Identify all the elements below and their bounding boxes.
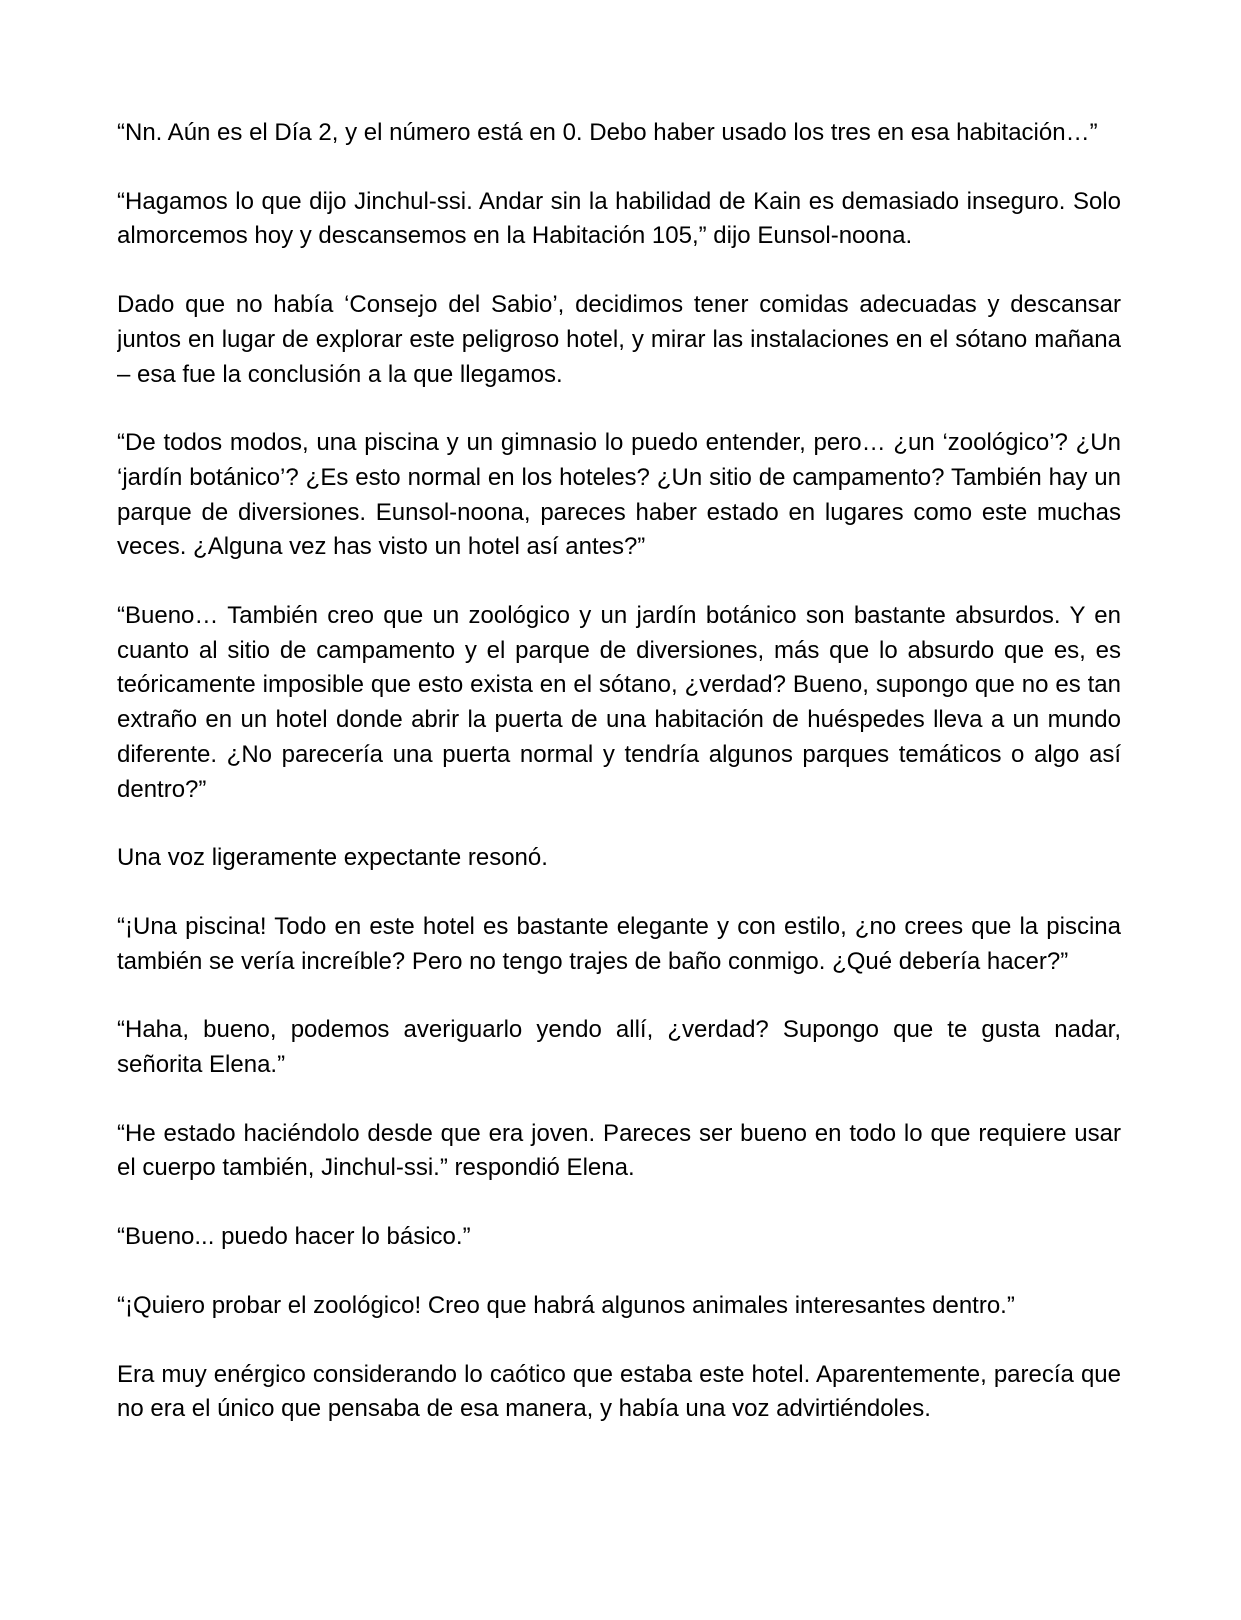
- paragraph: “De todos modos, una piscina y un gimnasio lo puedo entender, pero… ¿un ‘zoológico’? ¿Un ‘jardín botánico’? ¿Es esto normal en los hoteles? ¿Un sitio de campamento? También hay un parque de diversiones. Eunsol-noona, pareces haber estado en lugares como este muchas veces. ¿Alguna vez has visto un hotel así antes?”: [117, 429, 1121, 561]
- paragraph: “¡Quiero probar el zoológico! Creo que habrá algunos animales interesantes dentro.”: [117, 1291, 1015, 1319]
- paragraph: Era muy enérgico considerando lo caótico que estaba este hotel. Aparentemente, parecía que no era el único que pensaba de esa manera, y había una voz advirtiéndoles.: [117, 1360, 1121, 1423]
- paragraph: “¡Una piscina! Todo en este hotel es bastante elegante y con estilo, ¿no crees que la piscina también se vería increíble? Pero no tengo trajes de baño conmigo. ¿Qué debería hacer?”: [117, 912, 1121, 975]
- paragraph: Dado que no había ‘Consejo del Sabio’, decidimos tener comidas adecuadas y descansar juntos en lugar de explorar este peligroso hotel, y mirar las instalaciones en el sótano mañana – esa fue la conclusión a la que llegamos.: [117, 291, 1121, 388]
- paragraph: “Hagamos lo que dijo Jinchul-ssi. Andar sin la habilidad de Kain es demasiado inseguro. Solo almorcemos hoy y descansemos en la Habitación 105,” dijo Eunsol-noona.: [117, 187, 1121, 250]
- page-body: [117, 116, 1121, 1606]
- paragraph: “Nn. Aún es el Día 2, y el número está en 0. Debo haber usado los tres en esa habitación…”: [117, 119, 1098, 146]
- paragraph: “Haha, bueno, podemos averiguarlo yendo allí, ¿verdad? Supongo que te gusta nadar, señorita Elena.”: [117, 1016, 1121, 1079]
- paragraph: “Bueno… También creo que un zoológico y un jardín botánico son bastante absurdos. Y en cuanto al sitio de campamento y el parque de diversiones, más que lo absurdo que es, es teóricamente imposible que esto exista en el sótano, ¿verdad? Bueno, supongo que no es tan extraño en un hotel donde abrir la puerta de una habitación de huéspedes lleva a un mundo diferente. ¿No parecería una puerta normal y tendría algunos parques temáticos o algo así dentro?”: [117, 602, 1121, 803]
- paragraph: Una voz ligeramente expectante resonó.: [117, 844, 548, 872]
- paragraph: “Bueno... puedo hacer lo básico.”: [117, 1223, 471, 1251]
- paragraph: “He estado haciéndolo desde que era joven. Pareces ser bueno en todo lo que requiere usar el cuerpo también, Jinchul-ssi.” respondió Elena.: [117, 1119, 1121, 1182]
